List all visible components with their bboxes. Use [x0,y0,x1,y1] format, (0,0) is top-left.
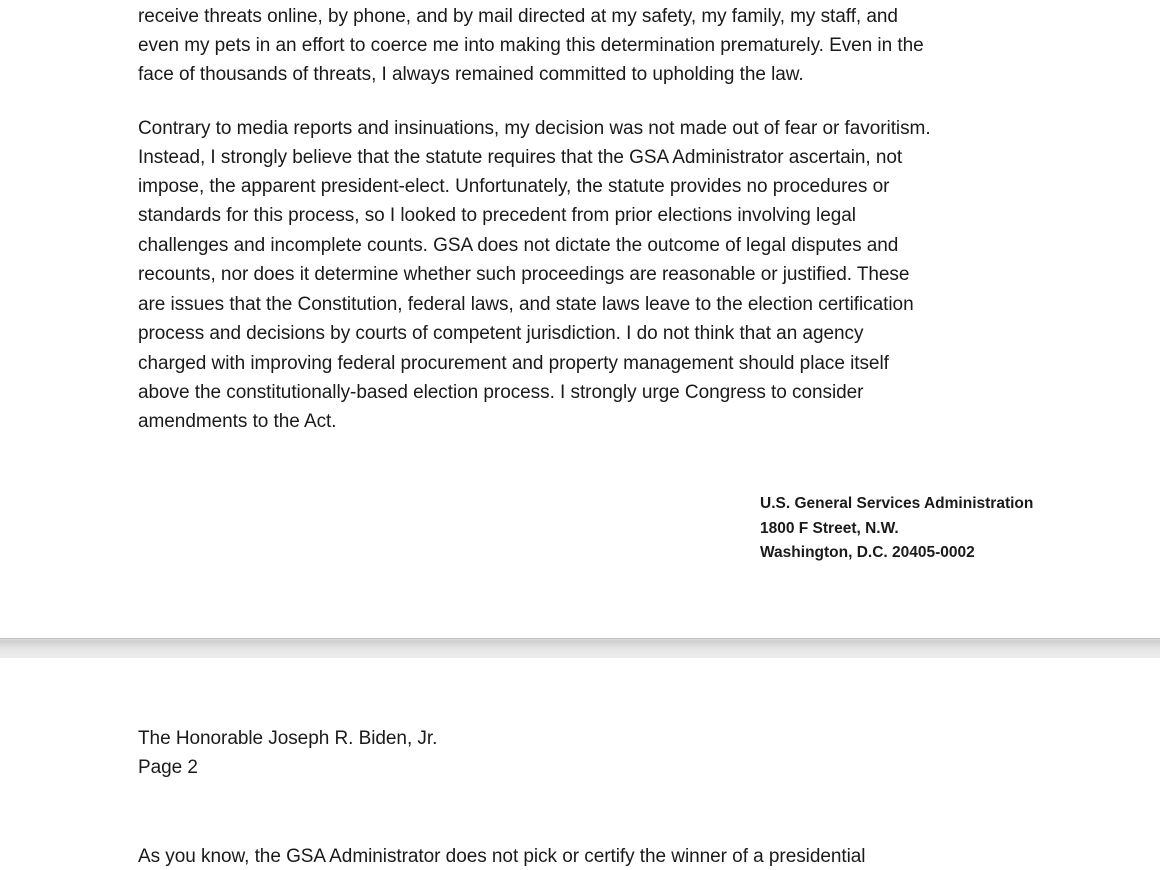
text-line: are issues that the Constitution, federal laws, and state laws leave to the election certification [138,294,914,315]
text-line: amendments to the Act. [138,411,337,432]
text-line: challenges and incomplete counts. GSA does not dictate the outcome of legal disputes and [138,235,899,256]
text-line: even my pets in an effort to coerce me into making this determination prematurely. Even in the [138,35,924,56]
text-line: above the constitutionally-based election process. I strongly urge Congress to consider [138,382,864,403]
text-line: Instead, I strongly believe that the statute requires that the GSA Administrator ascertain, not [138,147,903,168]
text-line: standards for this process, so I looked to precedent from prior elections involving legal [138,205,856,226]
text-line: As you know, the GSA Administrator does not pick or certify the winner of a presidential [138,846,866,867]
page-separator [0,638,1160,660]
text-line: Contrary to media reports and insinuations, my decision was not made out of fear or favoritism. [138,118,931,139]
text-line: face of thousands of threats, I always remained committed to upholding the law. [138,64,804,85]
address-city: Washington, D.C. 20405-0002 [760,544,975,561]
address-street: 1800 F Street, N.W. [760,520,899,537]
text-line: recounts, nor does it determine whether such proceedings are reasonable or justified. These [138,264,910,285]
address-agency: U.S. General Services Administration [760,495,1034,512]
recipient-line: The Honorable Joseph R. Biden, Jr. [138,728,438,749]
document-page-2 [0,658,1160,870]
text-line: charged with improving federal procurement and property management should place itself [138,353,889,374]
page-number: Page 2 [138,757,198,778]
text-line: receive threats online, by phone, and by mail directed at my safety, my family, my staff, and [138,6,898,27]
text-line: impose, the apparent president-elect. Unfortunately, the statute provides no procedures or [138,176,890,197]
text-line: process and decisions by courts of competent jurisdiction. I do not think that an agency [138,323,864,344]
